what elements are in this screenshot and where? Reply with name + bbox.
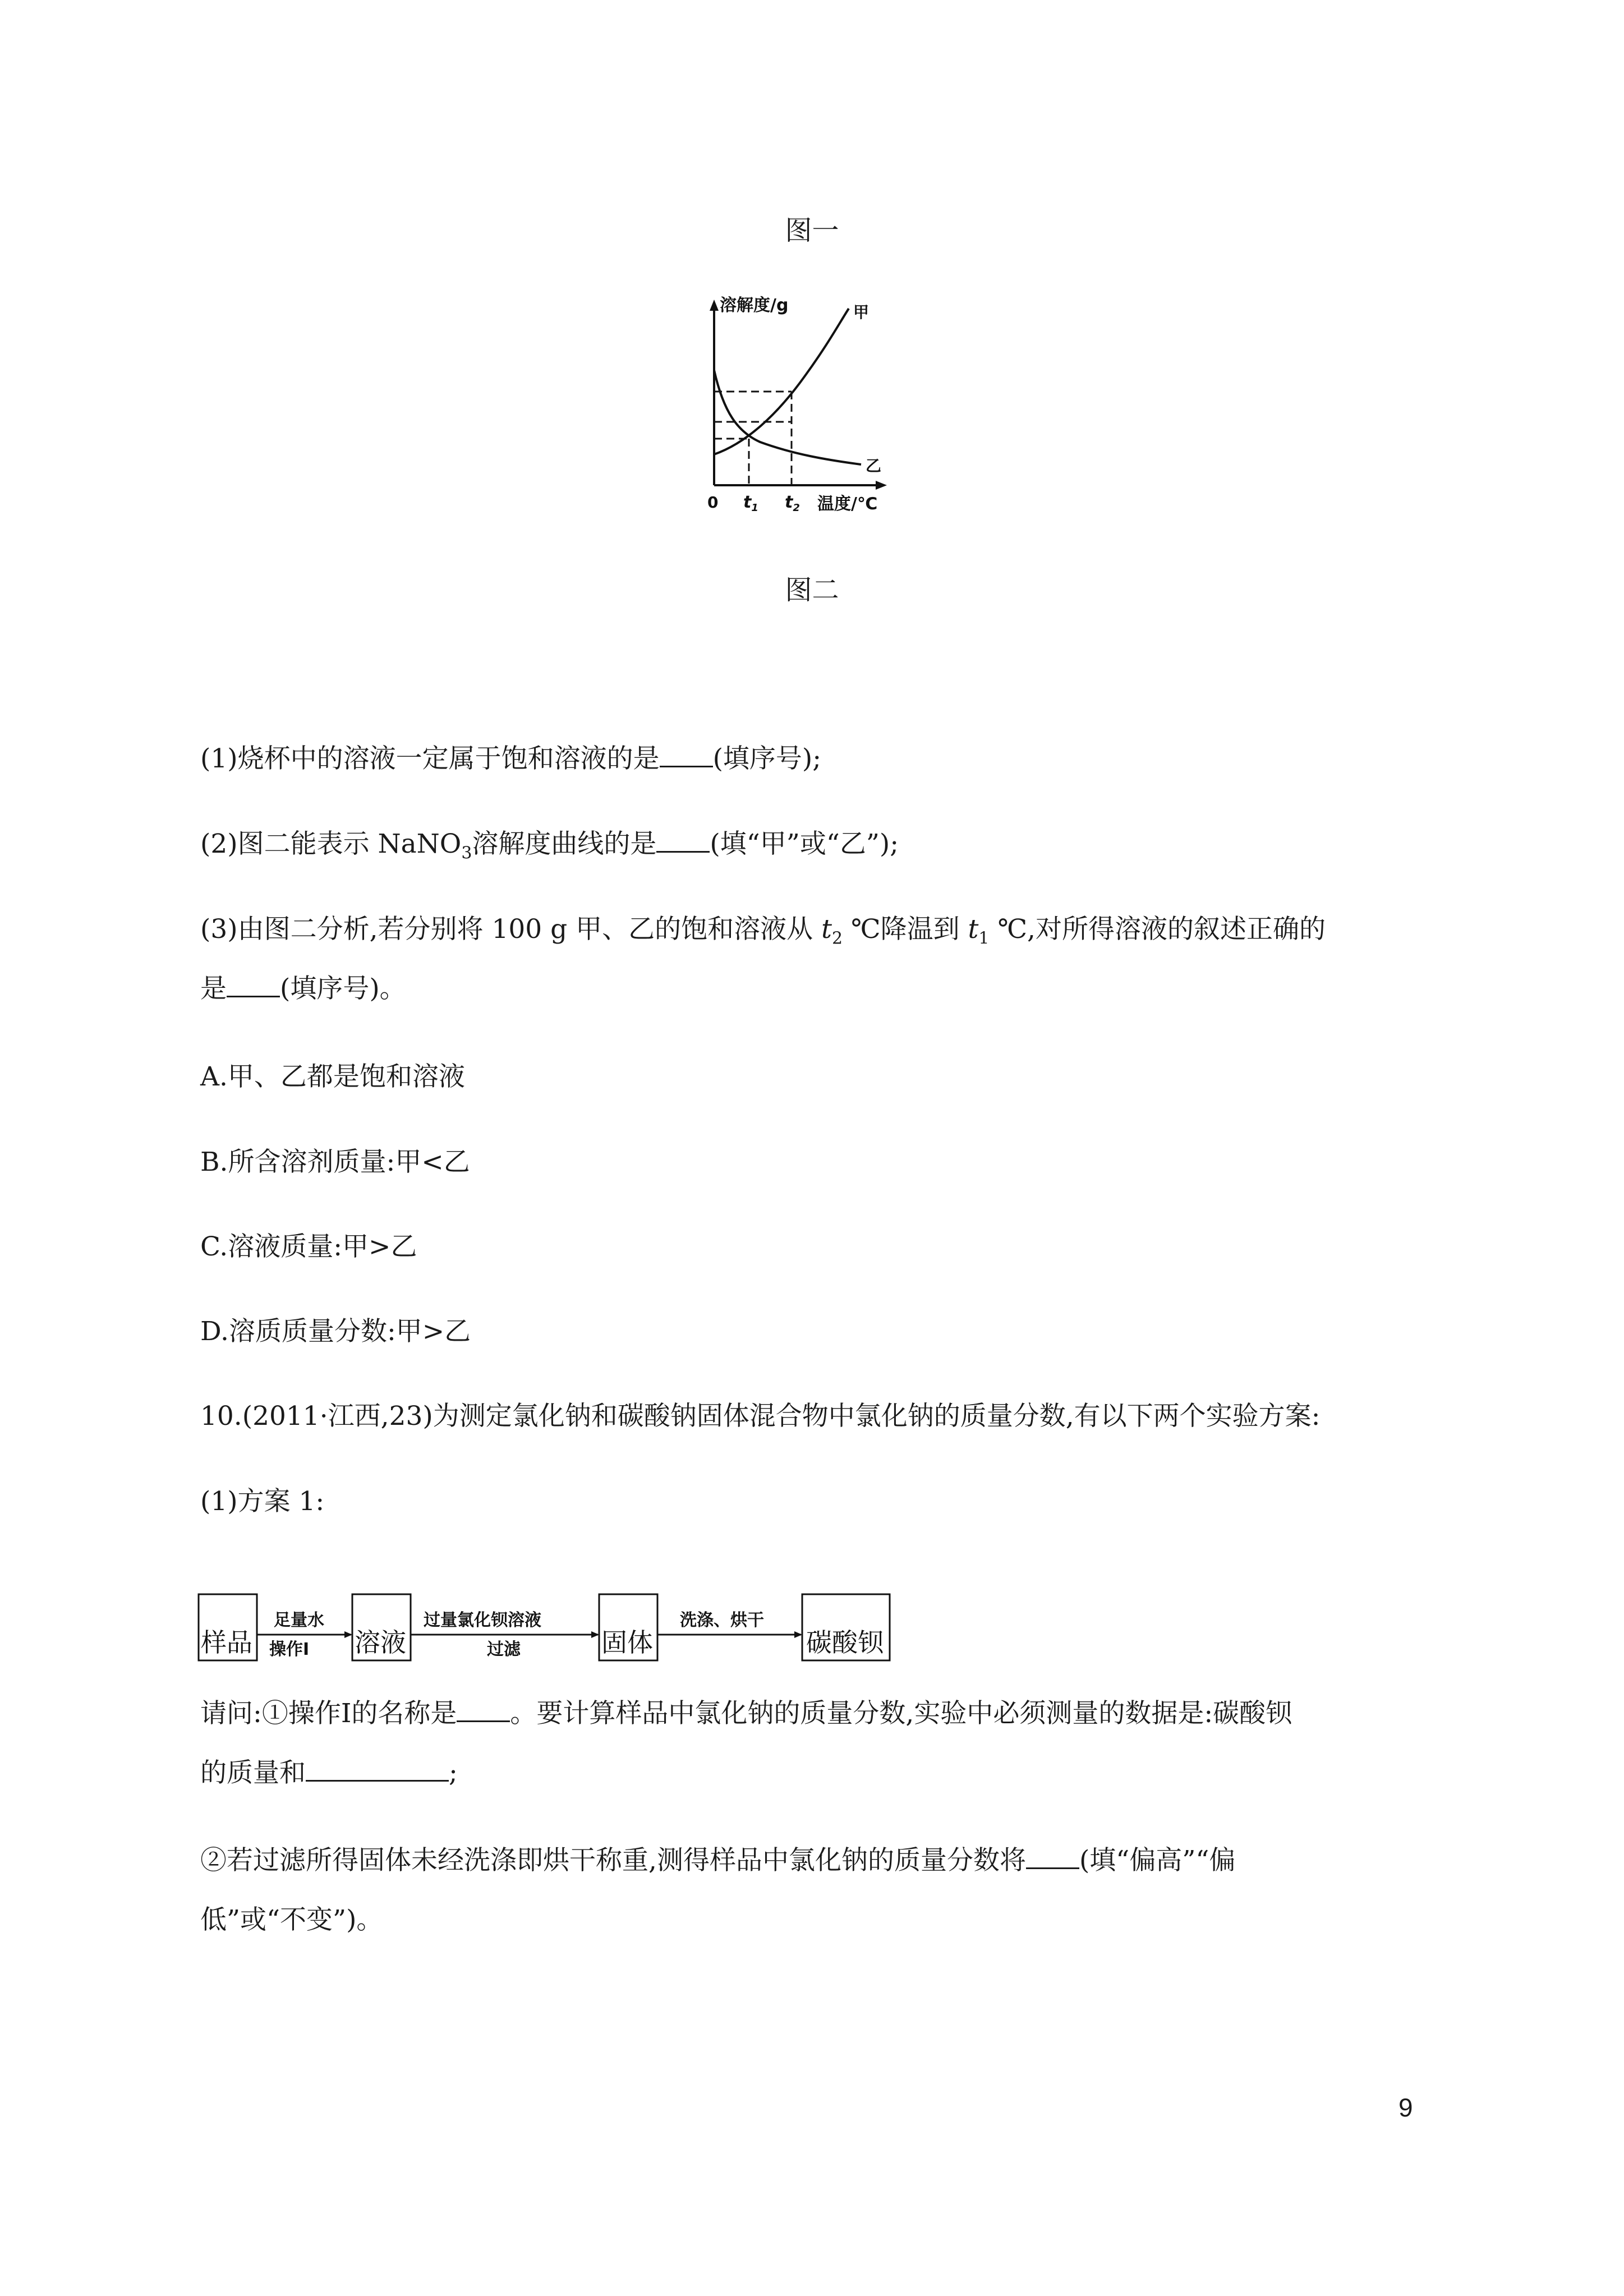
curve-yi	[714, 370, 861, 464]
y-axis-arrow	[710, 300, 719, 311]
flow-arrow-1-bottom: 操作Ⅰ	[269, 1640, 310, 1659]
problem-10-stem: 10.(2011·江西,23)为测定氯化钠和碳酸钠固体混合物中氯化钠的质量分数,有以下两个实验方案:	[200, 1401, 1321, 1432]
question-3-line-2: 是 (填序号)。	[200, 969, 406, 1009]
ask-1-line-1: 请问:①操作Ⅰ的名称是 。要计算样品中氯化钠的质量分数,实验中必须测量的数据是:碳酸钡	[200, 1694, 1292, 1733]
flow-arrow-2-top: 过量氯化钡溶液	[424, 1611, 541, 1630]
flow-arrow-1-top: 足量水	[274, 1611, 324, 1630]
answer-blank-operation-name[interactable]	[457, 1695, 510, 1722]
option-d: D.溶质质量分数:甲>乙	[200, 1316, 471, 1347]
curve-jia	[714, 309, 849, 454]
answer-blank-q1[interactable]	[660, 740, 713, 767]
plan-1-heading: (1)方案 1:	[200, 1486, 325, 1517]
question-1: (1)烧杯中的溶液一定属于饱和溶液的是 (填序号);	[200, 739, 821, 779]
figure-2-caption: 图二	[785, 574, 839, 606]
experiment-flowchart	[196, 1592, 892, 1665]
question-3-line-1: (3)由图二分析,若分别将 100 g 甲、乙的饱和溶液从 $t_2$ ℃降温到 $t_1$ ℃,对所得溶液的叙述正确的	[200, 914, 1326, 949]
option-b: B.所含溶剂质量:甲<乙	[200, 1147, 470, 1177]
flow-box-solid-label: 固体	[601, 1627, 653, 1658]
figure-1-caption: 图一	[785, 215, 839, 246]
answer-blank-q3[interactable]	[227, 970, 280, 997]
origin-label: 0	[707, 493, 719, 512]
flow-box-barium-carbonate-label: 碳酸钡	[806, 1627, 884, 1658]
answer-blank-effect[interactable]	[1026, 1842, 1079, 1869]
flow-arrow-2-bottom: 过滤	[487, 1640, 521, 1659]
solubility-graph	[693, 292, 945, 516]
y-axis-label: 溶解度/g	[720, 296, 789, 315]
x-axis-label: 温度/℃	[817, 494, 878, 514]
t2-label: $t_2$	[785, 493, 800, 514]
answer-blank-q2[interactable]	[656, 825, 710, 853]
curve-yi-label: 乙	[866, 457, 882, 475]
flow-box-sample-label: 样品	[201, 1627, 252, 1658]
question-2: (2)图二能表示 NaNO$_3$溶解度曲线的是 (填“甲”或“乙”);	[200, 825, 899, 873]
page-number: 9	[1398, 2093, 1413, 2122]
option-a: A.甲、乙都是饱和溶液	[200, 1061, 465, 1092]
flow-arrow-3-top: 洗涤、烘干	[680, 1611, 764, 1630]
ask-2-line-2: 低”或“不变”)。	[200, 1904, 383, 1935]
ask-2-line-1: ②若过滤所得固体未经洗涤即烘干称重,测得样品中氯化钠的质量分数将 (填“偏高”“偏	[200, 1841, 1235, 1880]
curve-jia-label: 甲	[853, 303, 869, 321]
answer-blank-measured-data[interactable]	[306, 1754, 449, 1782]
t1-label: $t_1$	[743, 493, 758, 514]
x-axis-arrow	[876, 481, 887, 490]
flow-box-solution-label: 溶液	[355, 1627, 406, 1658]
option-c: C.溶液质量:甲>乙	[200, 1231, 417, 1262]
ask-1-line-2: 的质量和 ;	[200, 1754, 458, 1793]
